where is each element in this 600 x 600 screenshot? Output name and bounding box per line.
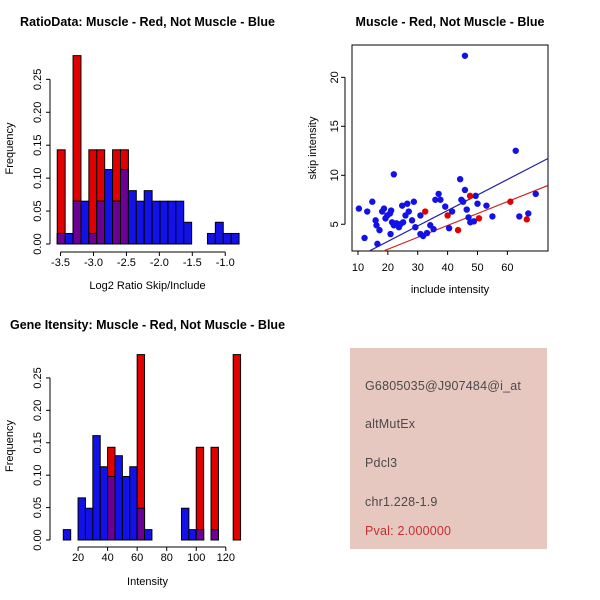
scatter-point-blue bbox=[356, 205, 362, 211]
scatter-point-red bbox=[524, 216, 530, 222]
y-tick-label: 15 bbox=[329, 120, 341, 133]
y-tick-label: 0.10 bbox=[32, 167, 44, 189]
y-tick-label: 0.00 bbox=[32, 233, 44, 255]
x-tick-label: -2.0 bbox=[149, 257, 169, 269]
scatter-point-blue bbox=[472, 193, 478, 199]
scatter-point-blue bbox=[435, 191, 441, 197]
hist-bar-overlap bbox=[120, 170, 128, 244]
x-tick-label: 40 bbox=[441, 262, 454, 274]
x-tick-label: 20 bbox=[381, 262, 394, 274]
plot-frame bbox=[352, 45, 548, 251]
scatter-point-blue bbox=[430, 226, 436, 232]
hist-bar-blue bbox=[122, 476, 129, 540]
x-tick-label: 50 bbox=[471, 262, 484, 274]
scatter-point-blue bbox=[388, 207, 394, 213]
event-type-text: altMutEx bbox=[365, 417, 416, 431]
scatter-point-blue bbox=[369, 199, 375, 205]
x-axis-title: include intensity bbox=[410, 284, 490, 296]
hist-bar-blue bbox=[189, 530, 196, 540]
y-tick-label: 0.05 bbox=[32, 200, 44, 222]
scatter-point-red bbox=[507, 199, 513, 205]
scatter-point-blue bbox=[462, 53, 468, 59]
hist-bar-overlap bbox=[196, 530, 203, 540]
x-tick-label: 20 bbox=[71, 552, 85, 564]
hist-bar-overlap bbox=[73, 201, 81, 244]
x-tick-label: -3.5 bbox=[51, 257, 71, 269]
hist-bar-blue bbox=[85, 508, 92, 540]
scatter-point-blue bbox=[533, 191, 539, 197]
scatter-point-blue bbox=[516, 213, 522, 219]
y-tick-label: 5 bbox=[329, 221, 341, 228]
x-tick-label: -2.5 bbox=[116, 257, 136, 269]
y-tick-label: 0.15 bbox=[32, 134, 44, 156]
hist-bar-blue bbox=[184, 222, 192, 244]
x-axis-title: Log2 Ratio Skip/Include bbox=[89, 280, 206, 292]
hist-bar-blue bbox=[136, 201, 144, 244]
histogram-panel bbox=[4, 15, 275, 292]
scatter-point-blue bbox=[406, 208, 412, 214]
hist-bar-red bbox=[233, 355, 240, 540]
scatter-point-red bbox=[444, 212, 450, 218]
histogram-panel bbox=[4, 318, 285, 588]
hist-bar-overlap bbox=[97, 201, 105, 244]
hist-bar-overlap bbox=[113, 201, 121, 244]
chart-title: RatioData: Muscle - Red, Not Muscle - Blue bbox=[20, 15, 275, 29]
hist-bar-red bbox=[57, 150, 65, 244]
hist-bar-blue bbox=[160, 201, 168, 244]
hist-bar-blue bbox=[130, 467, 137, 540]
y-axis-title: Frequency bbox=[4, 420, 16, 472]
y-axis-title: skip intensity bbox=[307, 116, 319, 180]
hist-bar-overlap bbox=[57, 233, 65, 244]
scatter-point-blue bbox=[437, 197, 443, 203]
scatter-point-blue bbox=[387, 231, 393, 237]
x-tick-label: 80 bbox=[160, 552, 173, 564]
scatter-point-blue bbox=[446, 225, 452, 231]
scatter-point-blue bbox=[525, 210, 531, 216]
hist-bar-overlap bbox=[211, 530, 218, 540]
scatter-point-red bbox=[467, 193, 473, 199]
hist-bar-blue bbox=[223, 233, 231, 244]
x-tick-label: 60 bbox=[501, 262, 514, 274]
hist-bar-blue bbox=[215, 222, 223, 244]
scatter-point-red bbox=[455, 227, 461, 233]
scatter-point-blue bbox=[460, 199, 466, 205]
y-tick-label: 0.20 bbox=[32, 101, 44, 123]
x-axis-title: Intensity bbox=[127, 576, 168, 588]
hist-bar-blue bbox=[105, 170, 113, 244]
info-box bbox=[350, 348, 547, 549]
scatter-point-blue bbox=[400, 219, 406, 225]
scatter-point-blue bbox=[483, 202, 489, 208]
scatter-point-blue bbox=[409, 217, 415, 223]
gene-name-text: Pdcl3 bbox=[365, 456, 398, 470]
scatter-point-blue bbox=[381, 205, 387, 211]
hist-bar-blue bbox=[144, 191, 152, 244]
scatter-panel bbox=[307, 15, 548, 296]
x-tick-label: 30 bbox=[411, 262, 424, 274]
x-tick-label: 100 bbox=[187, 552, 206, 564]
pval-text: Pval: 2.000000 bbox=[365, 524, 452, 538]
scatter-point-blue bbox=[411, 199, 417, 205]
scatter-point-blue bbox=[464, 206, 470, 212]
x-tick-label: 120 bbox=[216, 552, 235, 564]
hist-bar-blue bbox=[207, 233, 215, 244]
hist-bar-blue bbox=[168, 201, 176, 244]
x-tick-label: -1.5 bbox=[182, 257, 202, 269]
y-tick-label: 0.25 bbox=[32, 367, 44, 389]
chart-title: Muscle - Red, Not Muscle - Blue bbox=[355, 15, 545, 29]
chart-title: Gene Itensity: Muscle - Red, Not Muscle - Blue bbox=[9, 318, 286, 332]
scatter-point-blue bbox=[412, 224, 418, 230]
hist-bar-blue bbox=[93, 436, 100, 540]
scatter-point-blue bbox=[489, 213, 495, 219]
hist-bar-blue bbox=[63, 530, 70, 540]
hist-bar-blue bbox=[100, 467, 107, 540]
hist-bar-blue bbox=[78, 498, 85, 540]
hist-bar-blue bbox=[231, 233, 239, 244]
scatter-point-blue bbox=[391, 171, 397, 177]
scatter-point-blue bbox=[513, 148, 519, 154]
hist-bar-overlap bbox=[137, 508, 144, 540]
hist-bar-red bbox=[196, 447, 203, 540]
scatter-point-blue bbox=[364, 208, 370, 214]
x-tick-label: 60 bbox=[131, 552, 144, 564]
x-tick-label: 10 bbox=[351, 262, 365, 274]
x-tick-label: -1.0 bbox=[215, 257, 235, 269]
hist-bar-blue bbox=[115, 456, 122, 540]
scatter-point-blue bbox=[374, 241, 380, 247]
scatter-point-red bbox=[476, 215, 482, 221]
y-tick-label: 0.00 bbox=[32, 529, 44, 551]
hist-bar-blue bbox=[145, 530, 152, 540]
hist-bar-blue bbox=[128, 191, 136, 244]
y-tick-label: 10 bbox=[329, 169, 341, 182]
scatter-point-blue bbox=[462, 187, 468, 193]
hist-bar-blue bbox=[81, 201, 89, 244]
x-tick-label: -3.0 bbox=[83, 257, 103, 269]
hist-bar-red bbox=[89, 150, 97, 244]
y-tick-label: 0.20 bbox=[32, 399, 44, 422]
x-tick-label: 40 bbox=[101, 552, 114, 564]
y-tick-label: 0.05 bbox=[32, 496, 44, 519]
scatter-point-blue bbox=[424, 230, 430, 236]
scatter-point-blue bbox=[404, 200, 410, 206]
hist-bar-blue bbox=[181, 508, 188, 540]
hist-bar-overlap bbox=[108, 476, 115, 540]
hist-bar-blue bbox=[65, 233, 73, 244]
scatter-point-red bbox=[422, 208, 428, 214]
regression-line-not-muscle-fit bbox=[370, 159, 548, 251]
y-axis-title: Frequency bbox=[4, 122, 16, 175]
location-text: chr1.228-1.9 bbox=[365, 495, 438, 509]
hist-bar-blue bbox=[176, 201, 184, 244]
y-tick-label: 0.25 bbox=[32, 68, 44, 91]
scatter-point-blue bbox=[376, 227, 382, 233]
hist-bar-red bbox=[211, 447, 218, 540]
scatter-point-blue bbox=[457, 176, 463, 182]
hist-bar-overlap bbox=[89, 233, 97, 244]
y-tick-label: 0.15 bbox=[32, 432, 44, 454]
y-tick-label: 0.10 bbox=[32, 464, 44, 486]
scatter-point-blue bbox=[442, 203, 448, 209]
probe-id-text: G6805035@J907484@i_at bbox=[365, 379, 522, 393]
y-tick-label: 20 bbox=[329, 71, 341, 84]
scatter-point-blue bbox=[361, 235, 367, 241]
scatter-point-blue bbox=[474, 200, 480, 206]
hist-bar-blue bbox=[152, 201, 160, 244]
